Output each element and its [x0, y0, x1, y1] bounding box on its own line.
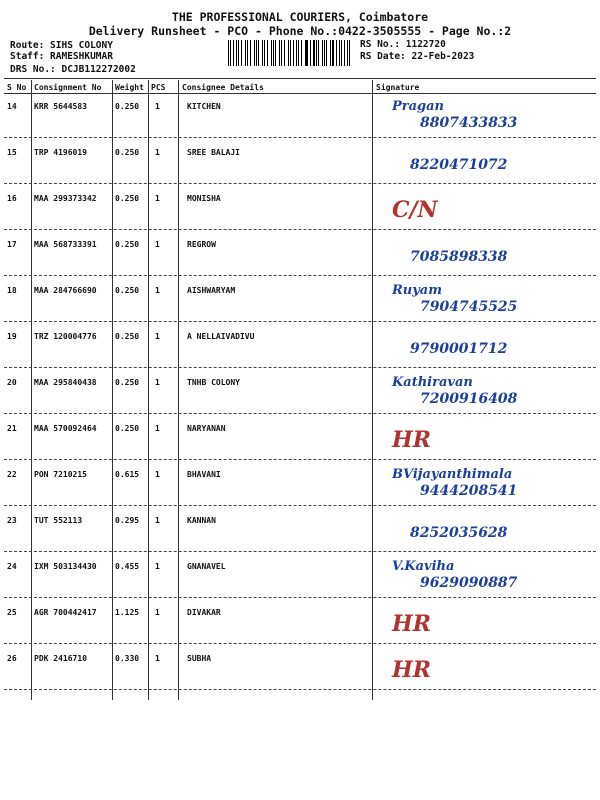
row-sno: 20 [7, 378, 17, 387]
row-divider [4, 459, 596, 460]
barcode-bar [347, 40, 348, 66]
row-consignee: A NELLAIVADIVU [187, 332, 255, 341]
barcode-bar [264, 40, 265, 66]
row-consignment-no: AGR 700442417 [34, 608, 97, 617]
row-sno: 24 [7, 562, 17, 571]
row-sno: 15 [7, 148, 17, 157]
row-divider [4, 597, 596, 598]
barcode-bar [316, 40, 317, 66]
signature-phone: 7904745525 [420, 299, 518, 315]
row-pcs: 1 [155, 654, 160, 663]
barcode-bar [284, 40, 285, 66]
signature-phone: 8252035628 [410, 525, 508, 541]
signature-phone: 8807433833 [420, 115, 518, 131]
col-header-sno: S No [7, 83, 27, 92]
signature-name: HR [392, 657, 432, 683]
row-consignee: MONISHA [187, 194, 221, 203]
barcode-bar [288, 40, 289, 66]
barcode-bar [281, 40, 283, 66]
rs-date: RS Date: 22-Feb-2023 [360, 51, 475, 62]
row-sno: 17 [7, 240, 17, 249]
row-consignee: GNANAVEL [187, 562, 226, 571]
barcode-bar [267, 40, 268, 66]
row-consignment-no: PON 7210215 [34, 470, 87, 479]
row-consignment-no: TRP 4196019 [34, 148, 87, 157]
barcode-bar [330, 40, 331, 66]
row-divider [4, 229, 596, 230]
col-header-signature: Signature [376, 83, 420, 92]
row-consignee: SREE BALAJI [187, 148, 240, 157]
row-consignee: NARYANAN [187, 424, 226, 433]
row-pcs: 1 [155, 148, 160, 157]
col-header-consignment: Consignment No [34, 83, 102, 92]
barcode [228, 40, 352, 66]
row-consignment-no: MAA 284766690 [34, 286, 97, 295]
row-consignee: SUBHA [187, 654, 212, 663]
barcode-bar [238, 40, 239, 66]
barcode-bar [306, 40, 307, 66]
barcode-bar [245, 40, 246, 66]
signature-name: Ruyam [392, 283, 442, 298]
row-sno: 16 [7, 194, 17, 203]
row-divider [4, 137, 596, 138]
row-divider [4, 505, 596, 506]
row-sno: 14 [7, 102, 17, 111]
signature-phone: 9444208541 [420, 483, 518, 499]
row-consignment-no: IXM 503134430 [34, 562, 97, 571]
column-divider [112, 80, 113, 700]
row-consignment-no: TUT 552113 [34, 516, 83, 525]
header-bottom-border [4, 93, 596, 94]
row-consignee: REGROW [187, 240, 216, 249]
row-pcs: 1 [155, 332, 160, 341]
row-weight: 1.125 [115, 608, 140, 617]
row-sno: 18 [7, 286, 17, 295]
row-consignee: KANNAN [187, 516, 216, 525]
barcode-bar [296, 40, 297, 66]
col-header-consignee: Consignee Details [182, 83, 264, 92]
row-divider [4, 183, 596, 184]
col-header-pcs: PCS [151, 83, 166, 92]
barcode-bar [305, 40, 306, 66]
row-weight: 0.250 [115, 148, 140, 157]
signature-name: Kathiravan [392, 375, 473, 390]
staff-label: Staff: RAMESHKUMAR [10, 51, 113, 62]
barcode-bar [250, 40, 251, 66]
row-consignee: AISHWARYAM [187, 286, 236, 295]
barcode-bar [262, 40, 264, 66]
column-divider [372, 80, 373, 700]
signature-name: HR [392, 611, 432, 637]
row-pcs: 1 [155, 194, 160, 203]
column-divider [148, 80, 149, 700]
row-weight: 0.250 [115, 240, 140, 249]
row-consignment-no: MAA 568733391 [34, 240, 97, 249]
row-consignee: BHAVANI [187, 470, 221, 479]
signature-name: C/N [392, 197, 438, 223]
barcode-bar [228, 40, 229, 66]
row-sno: 19 [7, 332, 17, 341]
row-sno: 26 [7, 654, 17, 663]
row-pcs: 1 [155, 470, 160, 479]
row-pcs: 1 [155, 102, 160, 111]
barcode-bar [332, 40, 334, 66]
row-weight: 0.250 [115, 378, 140, 387]
barcode-bar [233, 40, 234, 66]
drs-label: DRS No.: DCJB112272002 [10, 64, 136, 75]
row-pcs: 1 [155, 608, 160, 617]
barcode-bar [293, 40, 294, 66]
row-consignee: KITCHEN [187, 102, 221, 111]
barcode-bar [247, 40, 248, 66]
row-weight: 0.250 [115, 424, 140, 433]
row-weight: 0.615 [115, 470, 140, 479]
row-pcs: 1 [155, 240, 160, 249]
barcode-bar [322, 40, 323, 66]
row-pcs: 1 [155, 424, 160, 433]
row-consignee: TNHB COLONY [187, 378, 240, 387]
barcode-bar [324, 40, 325, 66]
barcode-bar [256, 40, 257, 66]
barcode-bar [273, 40, 274, 66]
signature-name: BVijayanthimala [392, 467, 513, 482]
row-weight: 0.295 [115, 516, 140, 525]
barcode-bar [318, 40, 319, 66]
row-weight: 0.250 [115, 332, 140, 341]
barcode-bar [298, 40, 299, 66]
row-weight: 0.250 [115, 194, 140, 203]
company-title: THE PROFESSIONAL COURIERS, Coimbatore [171, 10, 429, 24]
row-weight: 0.455 [115, 562, 140, 571]
signature-name: V.Kaviha [392, 559, 455, 574]
signature-phone: 7200916408 [420, 391, 518, 407]
row-weight: 0.250 [115, 102, 140, 111]
row-consignment-no: KRR 5644583 [34, 102, 87, 111]
row-pcs: 1 [155, 286, 160, 295]
signature-name: Pragan [392, 99, 445, 114]
row-pcs: 1 [155, 516, 160, 525]
barcode-bar [275, 40, 276, 66]
barcode-bar [344, 40, 345, 66]
barcode-bar [301, 40, 302, 66]
row-consignment-no: PDK 2416710 [34, 654, 87, 663]
row-weight: 0.330 [115, 654, 140, 663]
row-consignment-no: MAA 295840438 [34, 378, 97, 387]
route-label: Route: SIHS COLONY [10, 40, 113, 51]
row-divider [4, 689, 596, 690]
row-sno: 25 [7, 608, 17, 617]
barcode-bar [230, 40, 231, 66]
row-divider [4, 643, 596, 644]
row-sno: 23 [7, 516, 17, 525]
barcode-bar [279, 40, 280, 66]
column-divider [31, 80, 32, 700]
barcode-bar [341, 40, 342, 66]
barcode-bar [326, 40, 327, 66]
row-pcs: 1 [155, 562, 160, 571]
signature-name: HR [392, 427, 432, 453]
barcode-bar [336, 40, 337, 66]
row-divider [4, 321, 596, 322]
barcode-bar [271, 40, 272, 66]
signature-phone: 8220471072 [410, 157, 508, 173]
row-divider [4, 551, 596, 552]
barcode-bar [310, 40, 311, 66]
signature-phone: 9790001712 [410, 341, 508, 357]
barcode-bar [254, 40, 255, 66]
row-weight: 0.250 [115, 286, 140, 295]
barcode-bar [339, 40, 340, 66]
barcode-bar [313, 40, 315, 66]
row-divider [4, 367, 596, 368]
runsheet-subtitle: Delivery Runsheet - PCO - Phone No.:0422-3505555 - Page No.:2 [88, 24, 512, 38]
barcode-bar [236, 40, 237, 66]
col-header-weight: Weight [115, 83, 144, 92]
signature-phone: 7085898338 [410, 249, 508, 265]
row-consignment-no: MAA 570092464 [34, 424, 97, 433]
row-pcs: 1 [155, 378, 160, 387]
row-consignment-no: MAA 299373342 [34, 194, 97, 203]
rs-number: RS No.: 1122720 [360, 39, 446, 50]
row-divider [4, 413, 596, 414]
barcode-bar [258, 40, 259, 66]
signature-phone: 9629090887 [420, 575, 518, 591]
table-top-border [4, 78, 596, 79]
barcode-bar [349, 40, 350, 66]
column-divider [178, 80, 179, 700]
barcode-bar [241, 40, 243, 66]
row-consignment-no: TRZ 120004776 [34, 332, 97, 341]
row-divider [4, 275, 596, 276]
row-consignee: DIVAKAR [187, 608, 221, 617]
barcode-bar [290, 40, 291, 66]
row-sno: 21 [7, 424, 17, 433]
row-sno: 22 [7, 470, 17, 479]
